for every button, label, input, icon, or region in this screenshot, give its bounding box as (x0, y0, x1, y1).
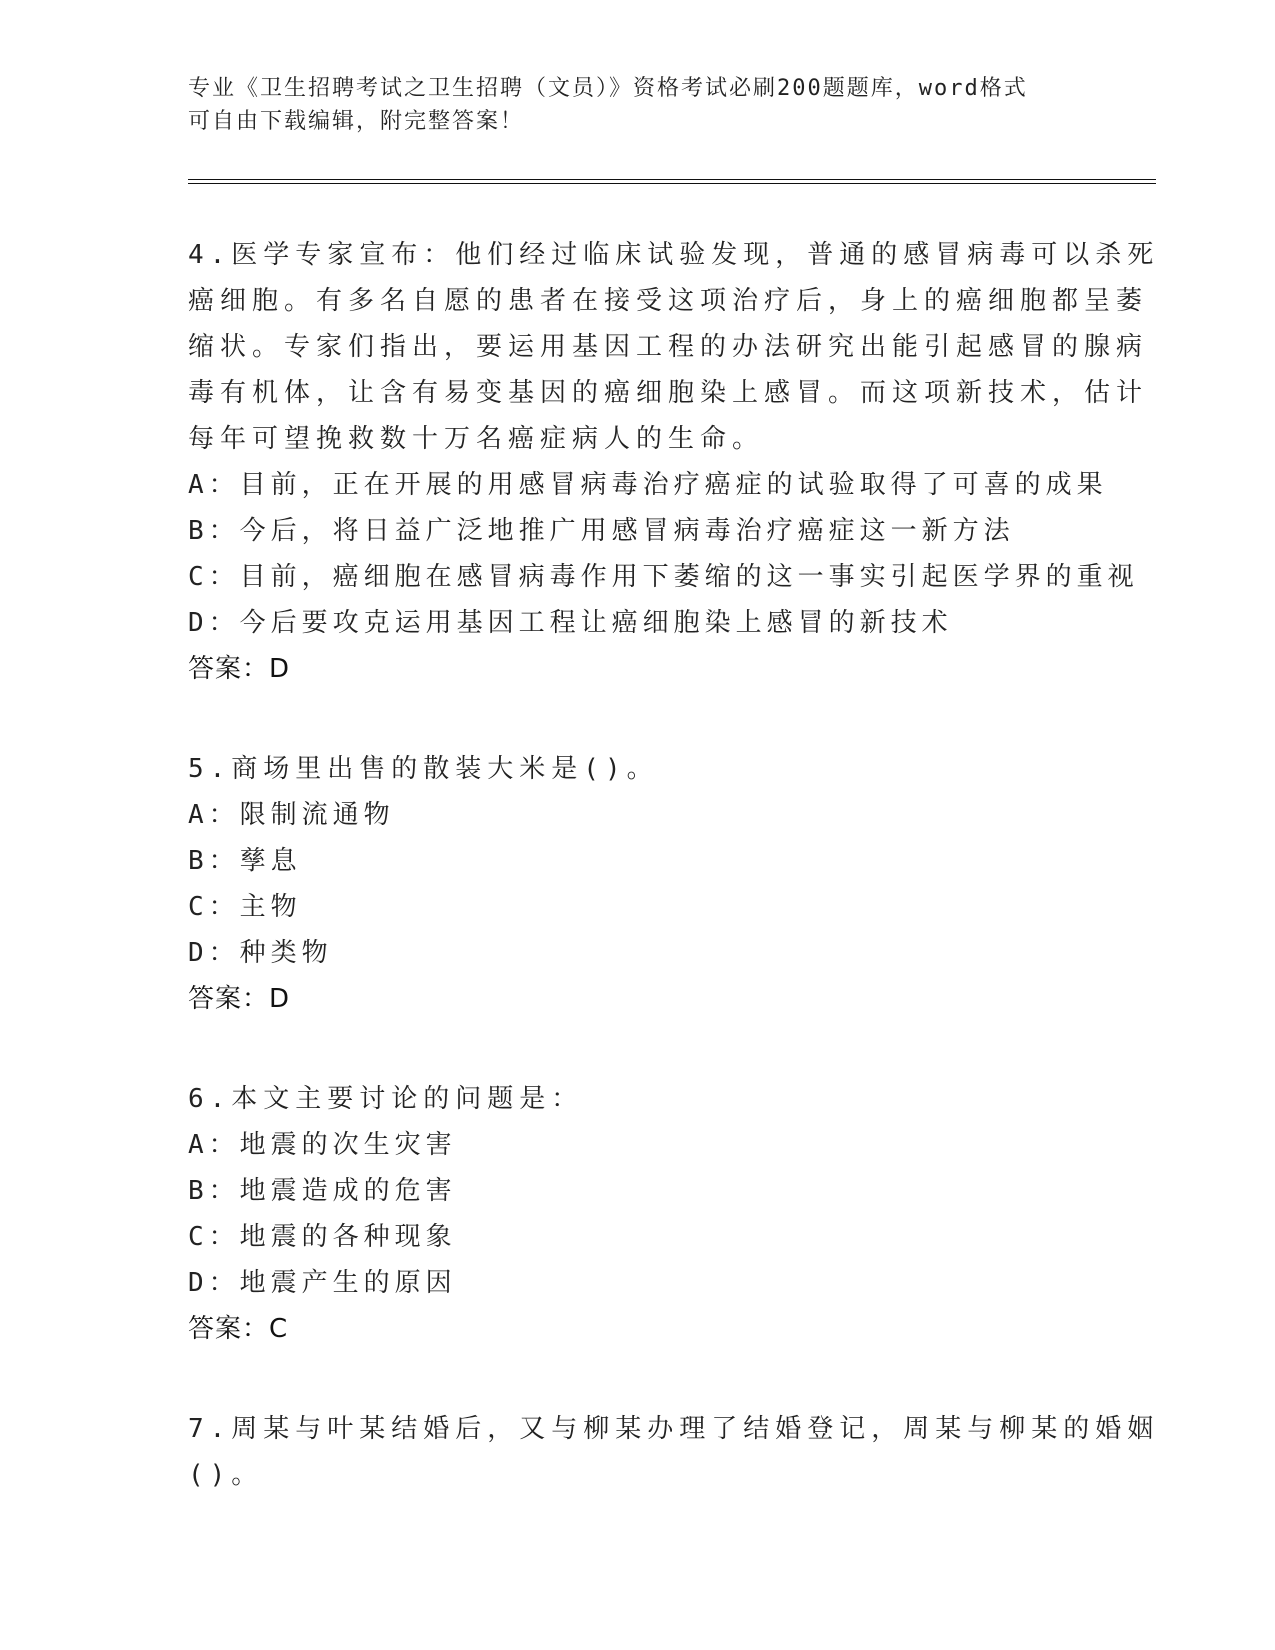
question-spacer (188, 1352, 1088, 1406)
answer-line: 答案：D (188, 984, 291, 1014)
question-stem (188, 232, 1160, 462)
question-spacer (188, 1022, 1088, 1076)
header-line-1: 专业《卫生招聘考试之卫生招聘（文员）》资格考试必刷200题题库，word格式 (188, 76, 1028, 101)
option-d: D：种类物 (188, 938, 333, 968)
option-b: B：地震造成的危害 (188, 1176, 457, 1206)
option-a: A：目前，正在开展的用感冒病毒治疗癌症的试验取得了可喜的成果 (188, 470, 1108, 500)
stem-line: 每年可望挽救数十万名癌症病人的生命。 (188, 424, 765, 454)
question-7 (188, 1406, 1160, 1498)
question-6 (188, 1076, 1088, 1352)
question-5 (188, 746, 1088, 1022)
option-a: A：地震的次生灾害 (188, 1130, 457, 1160)
option-b: B：今后，将日益广泛地推广用感冒病毒治疗癌症这一新方法 (188, 516, 1015, 546)
header-divider-bottom (188, 183, 1156, 184)
option-c: C：地震的各种现象 (188, 1222, 457, 1252)
option-a: A：限制流通物 (188, 800, 395, 830)
question-list (188, 232, 1160, 1498)
option-c: C：主物 (188, 892, 302, 922)
header-line-2: 可自由下载编辑，附完整答案！ (188, 109, 525, 134)
option-d: D：地震产生的原因 (188, 1268, 457, 1298)
document-header (188, 72, 1088, 138)
question-stem (188, 1406, 1160, 1498)
option-b: B：孳息 (188, 846, 302, 876)
question-spacer (188, 692, 1088, 746)
question-stem (188, 746, 1088, 792)
stem-line: 癌细胞。有多名自愿的患者在接受这项治疗后，身上的癌细胞都呈萎 (188, 286, 1149, 316)
header-divider-top (188, 179, 1156, 180)
answer-line: 答案：D (188, 654, 291, 684)
stem-line: 5.商场里出售的散装大米是()。 (188, 754, 659, 784)
stem-line: ()。 (188, 1460, 264, 1490)
stem-line: 6.本文主要讨论的问题是： (188, 1084, 584, 1114)
stem-line: 毒有机体，让含有易变基因的癌细胞染上感冒。而这项新技术，估计 (188, 378, 1149, 408)
stem-line: 7.周某与叶某结婚后，又与柳某办理了结婚登记，周某与柳某的婚姻 (188, 1414, 1160, 1444)
option-c: C：目前，癌细胞在感冒病毒作用下萎缩的这一事实引起医学界的重视 (188, 562, 1139, 592)
stem-line: 4.医学专家宣布：他们经过临床试验发现，普通的感冒病毒可以杀死 (188, 240, 1160, 270)
question-stem (188, 1076, 1088, 1122)
option-d: D：今后要攻克运用基因工程让癌细胞染上感冒的新技术 (188, 608, 953, 638)
stem-line: 缩状。专家们指出，要运用基因工程的办法研究出能引起感冒的腺病 (188, 332, 1149, 362)
answer-line: 答案：C (188, 1314, 289, 1344)
question-4 (188, 232, 1160, 692)
